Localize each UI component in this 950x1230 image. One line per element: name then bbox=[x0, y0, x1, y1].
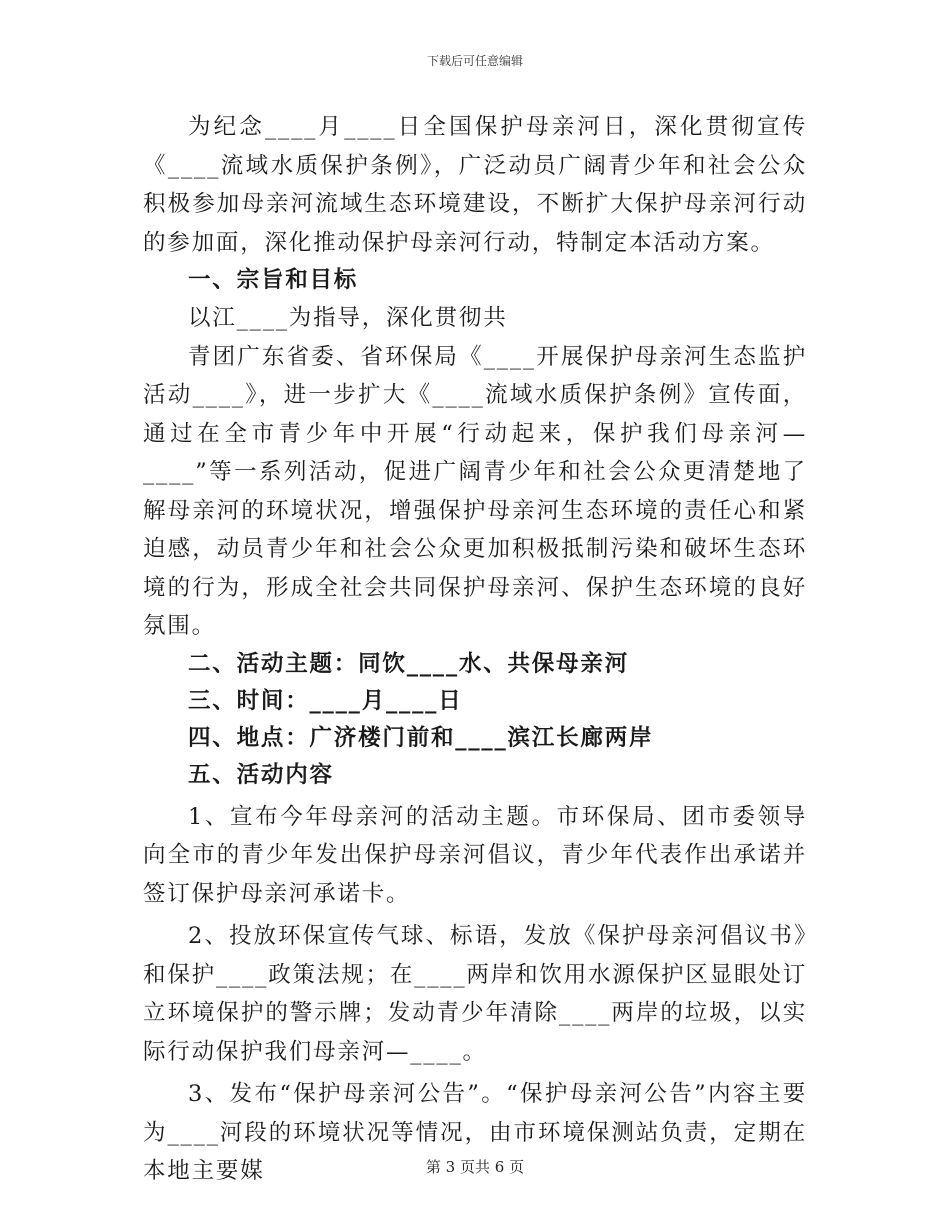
intro-paragraph: 为纪念____月____日全国保护母亲河日，深化贯彻宣传《____流域水质保护条例》，广泛动员广阔青少年和社会公众积极参加母亲河流域生态环境建设，不断扩大保护母亲河行动的参加面，深化推动保护母亲河行动，特制定本活动方案。 bbox=[143, 114, 807, 256]
content-item-3: 3、发布“保护母亲河公告”。“保护母亲河公告”内容主要为____河段的环境状况等情况，由市环境保测站负责，定期在本地主要媒 bbox=[143, 1081, 807, 1184]
section-heading-4: 四、地点：广济楼门前和____滨江长廊两岸 bbox=[188, 724, 654, 751]
page-header: 下载后可任意编辑 bbox=[426, 54, 523, 68]
section-heading-5: 五、活动内容 bbox=[188, 761, 334, 788]
aim-paragraph-2: 青团广东省委、省环保局《____开展保护母亲河生态监护活动____》，进一步扩大《____流域水质保护条例》宣传面，通过在全市青少年中开展“行动起来，保护我们母亲河—____”等一系列活动，促进广阔青少年和社会公众更清楚地了解母亲河的环境状况，增强保护母亲河生态环境的责任心和紧迫感，动员青少年和社会公众更加积极抵制污染和破坏生态环境的行为，形成全社会共同保护母亲河、保护生态环境的良好氛围。 bbox=[143, 343, 807, 639]
content-item-1: 1、宣布今年母亲河的活动主题。市环保局、团市委领导向全市的青少年发出保护母亲河倡议，青少年代表作出承诺并签订保护母亲河承诺卡。 bbox=[143, 803, 807, 907]
section-heading-1: 一、宗旨和目标 bbox=[188, 267, 359, 293]
content-item-2: 2、投放环保宣传气球、标语，发放《保护母亲河倡议书》和保护____政策法规；在____两岸和饮用水源保护区显眼处订立环境保护的警示牌；发动青少年清除____两岸的垃圾，以实际行动保护我们母亲河—____。 bbox=[143, 923, 807, 1065]
document-body bbox=[143, 108, 807, 1191]
section-heading-3: 三、时间：____月____日 bbox=[188, 687, 463, 714]
section-heading-2: 二、活动主题：同饮____水、共保母亲河 bbox=[188, 650, 630, 677]
page-footer: 第 3 页共 6 页 bbox=[425, 1158, 525, 1176]
aim-paragraph-1: 以江____为指导，深化贯彻共 bbox=[188, 305, 508, 331]
